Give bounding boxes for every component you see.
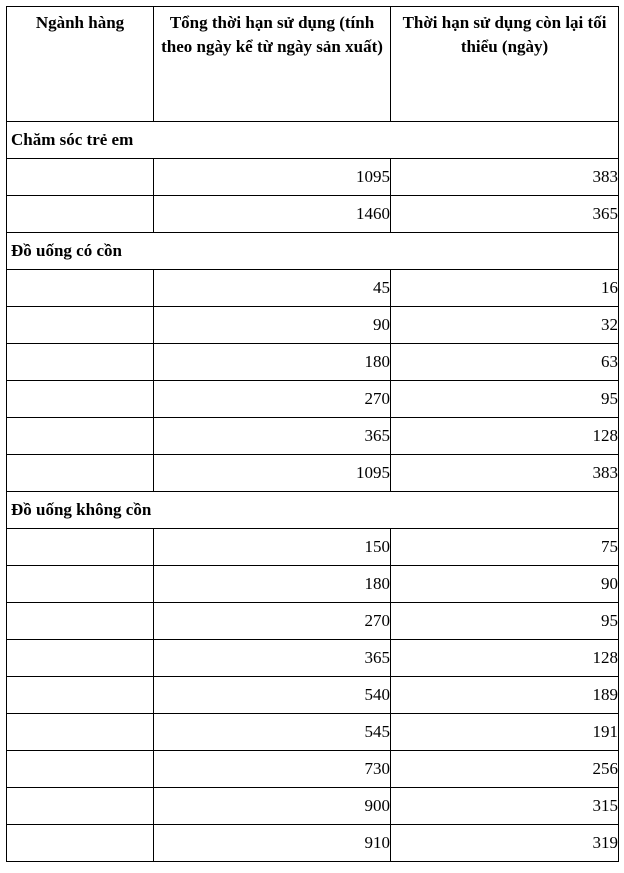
min-remaining-cell: 95 — [391, 381, 619, 418]
category-label: Chăm sóc trẻ em — [7, 122, 619, 159]
table-row — [7, 677, 619, 714]
category-cell — [7, 677, 154, 714]
min-remaining-cell: 75 — [391, 529, 619, 566]
category-cell — [7, 751, 154, 788]
total-shelf-life-cell: 45 — [154, 270, 391, 307]
table-row — [7, 418, 619, 455]
table-row — [7, 270, 619, 307]
min-remaining-cell: 189 — [391, 677, 619, 714]
category-cell — [7, 159, 154, 196]
category-cell — [7, 714, 154, 751]
table-row — [7, 455, 619, 492]
table-row — [7, 566, 619, 603]
category-cell — [7, 603, 154, 640]
category-cell — [7, 418, 154, 455]
total-shelf-life-cell: 365 — [154, 640, 391, 677]
table-row — [7, 640, 619, 677]
min-remaining-cell: 315 — [391, 788, 619, 825]
category-row — [7, 122, 619, 159]
min-remaining-cell: 32 — [391, 307, 619, 344]
min-remaining-cell: 63 — [391, 344, 619, 381]
category-row — [7, 233, 619, 270]
total-shelf-life-cell: 540 — [154, 677, 391, 714]
total-shelf-life-cell: 150 — [154, 529, 391, 566]
category-cell — [7, 640, 154, 677]
total-shelf-life-cell: 90 — [154, 307, 391, 344]
table-row — [7, 825, 619, 862]
min-remaining-cell: 128 — [391, 640, 619, 677]
category-cell — [7, 270, 154, 307]
total-shelf-life-cell: 1095 — [154, 455, 391, 492]
table-body — [7, 122, 619, 862]
table-row — [7, 529, 619, 566]
category-cell — [7, 307, 154, 344]
header-total-shelf-life: Tổng thời hạn sử dụng (tính theo ngày kể từ ngày sản xuất) — [154, 7, 391, 122]
category-cell — [7, 825, 154, 862]
total-shelf-life-cell: 270 — [154, 603, 391, 640]
total-shelf-life-cell: 365 — [154, 418, 391, 455]
header-category: Ngành hàng — [7, 7, 154, 122]
category-cell — [7, 381, 154, 418]
table-row — [7, 196, 619, 233]
category-cell — [7, 196, 154, 233]
table-row — [7, 381, 619, 418]
total-shelf-life-cell: 910 — [154, 825, 391, 862]
min-remaining-cell: 383 — [391, 159, 619, 196]
category-cell — [7, 344, 154, 381]
category-cell — [7, 455, 154, 492]
min-remaining-cell: 16 — [391, 270, 619, 307]
category-row — [7, 492, 619, 529]
total-shelf-life-cell: 1095 — [154, 159, 391, 196]
min-remaining-cell: 191 — [391, 714, 619, 751]
table-row — [7, 307, 619, 344]
total-shelf-life-cell: 900 — [154, 788, 391, 825]
header-min-remaining: Thời hạn sử dụng còn lại tối thiểu (ngày) — [391, 7, 619, 122]
table-row — [7, 751, 619, 788]
min-remaining-cell: 319 — [391, 825, 619, 862]
category-cell — [7, 529, 154, 566]
table-row — [7, 714, 619, 751]
category-label: Đồ uống không cồn — [7, 492, 619, 529]
total-shelf-life-cell: 180 — [154, 566, 391, 603]
table-row — [7, 788, 619, 825]
table-row — [7, 603, 619, 640]
total-shelf-life-cell: 730 — [154, 751, 391, 788]
category-cell — [7, 566, 154, 603]
category-label: Đồ uống có cồn — [7, 233, 619, 270]
total-shelf-life-cell: 270 — [154, 381, 391, 418]
table-row — [7, 159, 619, 196]
min-remaining-cell: 95 — [391, 603, 619, 640]
category-cell — [7, 788, 154, 825]
table-row — [7, 344, 619, 381]
shelf-life-table — [6, 6, 619, 862]
min-remaining-cell: 90 — [391, 566, 619, 603]
min-remaining-cell: 256 — [391, 751, 619, 788]
min-remaining-cell: 128 — [391, 418, 619, 455]
total-shelf-life-cell: 180 — [154, 344, 391, 381]
min-remaining-cell: 365 — [391, 196, 619, 233]
total-shelf-life-cell: 545 — [154, 714, 391, 751]
min-remaining-cell: 383 — [391, 455, 619, 492]
total-shelf-life-cell: 1460 — [154, 196, 391, 233]
header-row — [7, 7, 619, 122]
